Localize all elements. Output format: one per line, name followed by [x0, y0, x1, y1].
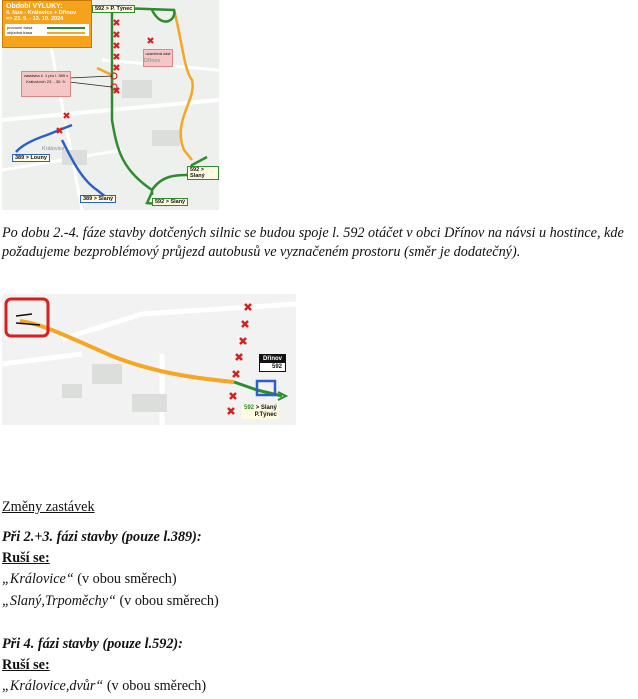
- phase1-item-2-name: „Slaný,Trpoměchy“: [2, 593, 116, 609]
- title-line3: - Královice + Dřínov: [24, 10, 77, 16]
- phase2-item-1-name: „Královice,dvůr“: [2, 678, 104, 694]
- turnaround-map: [2, 294, 296, 425]
- phase1-item-2: [2, 592, 219, 611]
- turnaround-paragraph: Po dobu 2.-4. fáze stavby dotčených silnic se budou spoje l. 592 otáčet v obci Dřínov na návsi u hostince, kde požadujeme bezproblémový průjezd autobusů ve vyznačeném prostoru (směr je dodatečný).: [2, 225, 624, 260]
- legend-detour: objízdná trasa: [7, 30, 33, 35]
- route-number: 592: [244, 405, 255, 411]
- phase2-item-1-note: (v obou směrech): [103, 678, 207, 694]
- place-label-drinov: Dřínov: [144, 58, 161, 64]
- stop-name: Dřínov: [260, 355, 285, 363]
- legend: [5, 24, 89, 36]
- route-label-389-louny: 389 > Louny: [12, 154, 50, 162]
- stop-line: 592: [272, 364, 283, 370]
- route-label-top: 592 > P. Týnec: [92, 5, 135, 13]
- phase2-cancel-label: Ruší se:: [2, 657, 50, 673]
- phase1-cancel-label: Ruší se:: [2, 550, 50, 566]
- phase2-item-1: [2, 677, 206, 696]
- legend-green-line: [47, 27, 85, 29]
- phase2-title: Při 4. fázi stavby (pouze l.592):: [2, 636, 183, 652]
- route-destination-2: P.Týnec: [254, 412, 277, 418]
- title-line2: 4. fáze: [6, 10, 23, 16]
- changes-heading: Změny zastávek: [2, 499, 95, 515]
- legend-orange-line: [47, 32, 85, 34]
- phase1-item-1-note: (v obou směrech): [73, 571, 177, 587]
- note-stop: zastávka č. 1 pro l. 389 v Královicích 23. - 30. 9.: [21, 71, 71, 97]
- phase1-item-2-note: (v obou směrech): [115, 593, 219, 609]
- place-label-kralovice: Královice: [42, 146, 65, 152]
- detour-map-phase4: [2, 0, 219, 210]
- route-destination: > Slaný: [255, 405, 277, 411]
- phase-title-box: [2, 0, 92, 48]
- route-label-bottom: 592 > Slaný: [152, 198, 188, 206]
- route-label-592: [242, 405, 279, 419]
- phase1-item-1: [2, 570, 177, 589]
- stop-label: [259, 354, 286, 372]
- route-label-389-slany: 389 > Slaný: [80, 195, 116, 203]
- route-label-right: 592 > Slaný: [187, 166, 219, 180]
- phase1-item-1-name: „Královice“: [2, 571, 74, 587]
- title-line1: Období VÝLUKY:: [6, 3, 63, 10]
- title-line4: => 23. 9. - 13. 10. 2024: [6, 16, 64, 22]
- legend-operational: provozní trasa: [7, 25, 33, 30]
- phase1-title: Při 2.+3. fázi stavby (pouze l.389):: [2, 529, 202, 545]
- note-closed: uzavřená část: [143, 49, 173, 67]
